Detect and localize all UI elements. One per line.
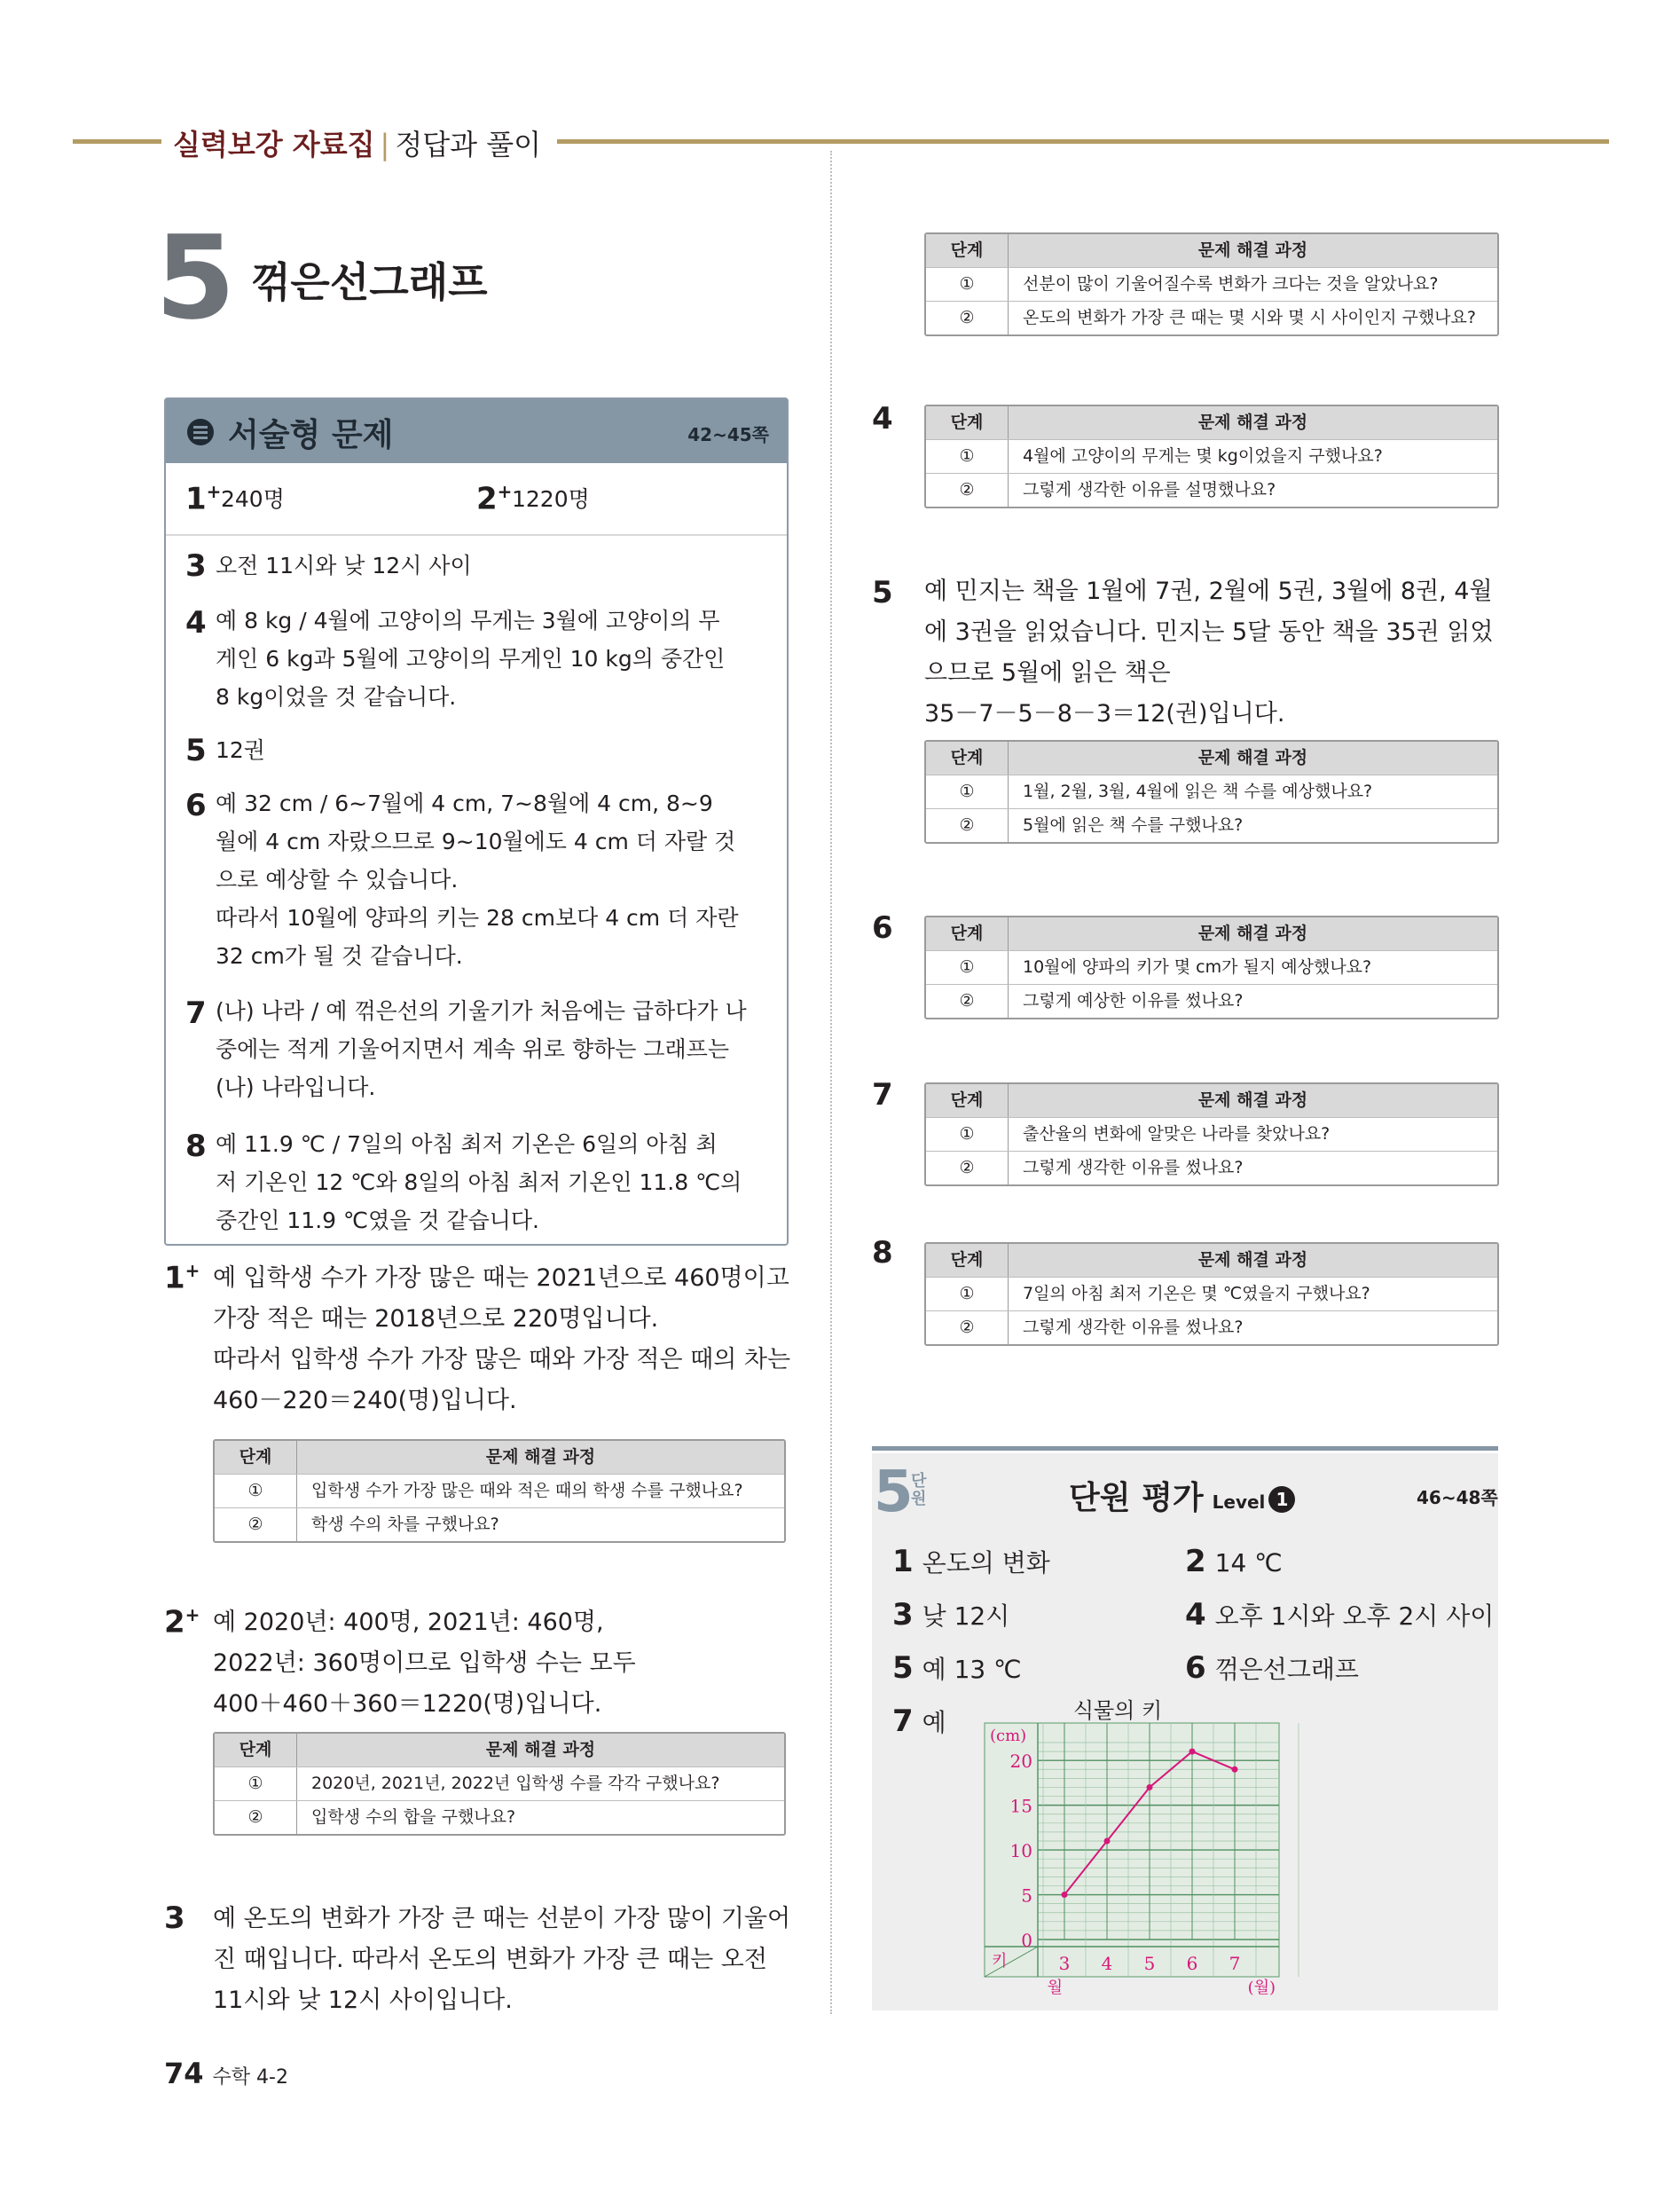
answer-8-line: 저 기온인 12 ℃와 8일의 아침 최저 기온인 11.8 ℃의 — [216, 1169, 742, 1195]
table-process: 7일의 아침 최저 기온은 몇 ℃였을지 구했나요? — [1023, 1284, 1370, 1303]
solution-1-line: 460－220＝240(명)입니다. — [213, 1387, 517, 1414]
answer-6-line: 32 cm가 될 것 같습니다. — [216, 943, 463, 969]
unit-eval-item: 4 오후 1시와 오후 2시 사이 — [1185, 1597, 1495, 1633]
table-header-step: 단계 — [926, 917, 1009, 950]
unit-eval-item: 2 14 ℃ — [1185, 1544, 1283, 1579]
table-step: ② — [926, 1311, 1009, 1344]
solution-6-number: 6 — [872, 910, 893, 946]
table-header-step: 단계 — [926, 1244, 1009, 1277]
answer-box-header — [166, 399, 787, 463]
table-process: 입학생 수의 합을 구했나요? — [311, 1807, 516, 1827]
table-process: 출산율의 변화에 알맞은 나라를 찾았나요? — [1023, 1124, 1331, 1144]
plant-height-line-chart — [949, 1691, 1304, 2010]
answer-6-line: 예 32 cm / 6~7월에 4 cm, 7~8월에 4 cm, 8~9 — [216, 791, 713, 816]
solution-5-table — [924, 740, 1499, 844]
answer-6-line: 월에 4 cm 자랐으므로 9~10월에도 4 cm 더 자랄 것 — [216, 829, 736, 854]
solution-2-line: 2022년: 360명이므로 입학생 수는 모두 — [213, 1649, 636, 1677]
table-step: ① — [926, 1278, 1009, 1310]
answer-row-1-2 — [166, 463, 787, 536]
answer-7-number: 7 — [185, 995, 207, 1031]
data-point — [1147, 1784, 1153, 1790]
table-step: ① — [926, 1118, 1009, 1151]
answer-6-line: 으로 예상할 수 있습니다. — [216, 867, 459, 893]
table-step: ① — [926, 268, 1009, 301]
table-process: 5월에 읽은 책 수를 구했나요? — [1023, 815, 1244, 835]
x-tick-label: 6 — [1186, 1953, 1198, 1974]
table-step: ① — [926, 440, 1009, 473]
unit-eval-pages: 46~48쪽 — [1417, 1487, 1498, 1508]
header-title: 실력보강 자료집 | 정답과 풀이 — [173, 128, 542, 161]
table-step: ② — [926, 302, 1009, 334]
table-header-process: 문제 해결 과정 — [1197, 1090, 1308, 1110]
answer-6-line: 따라서 10월에 양파의 키는 28 cm보다 4 cm 더 자란 — [216, 905, 739, 931]
x-tick-label: 4 — [1101, 1953, 1113, 1974]
x-tick-label: 5 — [1143, 1953, 1156, 1974]
answer-8-line: 중간인 11.9 ℃였을 것 같습니다. — [216, 1208, 539, 1233]
solution-5-number: 5 — [872, 575, 893, 610]
answer-3: 오전 11시와 낮 12시 사이 — [216, 553, 472, 578]
table-process: 그렇게 생각한 이유를 썼나요? — [1023, 1318, 1244, 1337]
table-header-process: 문제 해결 과정 — [1197, 240, 1308, 260]
solution-1-line: 따라서 입학생 수가 가장 많은 때와 가장 적은 때의 차는 — [213, 1346, 791, 1373]
table-step: ② — [926, 1152, 1009, 1184]
table-step: ② — [926, 809, 1009, 842]
table-step: ② — [215, 1801, 297, 1834]
table-process: 그렇게 예상한 이유를 썼나요? — [1023, 991, 1244, 1011]
y-tick-label: 5 — [1021, 1884, 1032, 1907]
table-header-process: 문제 해결 과정 — [485, 1447, 596, 1467]
solution-3-line: 예 온도의 변화가 가장 큰 때는 선분이 가장 많이 기울어 — [213, 1905, 791, 1932]
answer-5-number: 5 — [185, 733, 207, 768]
answer-1-number: 1+ — [185, 481, 222, 517]
table-header-process: 문제 해결 과정 — [1197, 924, 1308, 943]
data-point — [1232, 1766, 1238, 1773]
table-header-process: 문제 해결 과정 — [1197, 748, 1308, 767]
header-rule-left — [73, 139, 161, 144]
solution-7-table — [924, 1082, 1499, 1186]
solution-1-line: 가장 적은 때는 2018년으로 220명입니다. — [213, 1305, 659, 1333]
answer-summary-box — [164, 397, 789, 1246]
answer-box-title: 서술형 문제 — [228, 417, 394, 453]
book-title: 수학 4-2 — [212, 2066, 288, 2089]
unit-eval-number: 5 — [874, 1460, 914, 1525]
table-process: 그렇게 생각한 이유를 설명했나요? — [1023, 480, 1276, 500]
solution-2-line: 예 2020년: 400명, 2021년: 460명, — [213, 1609, 604, 1636]
solution-3-table — [924, 232, 1499, 336]
chart-title: 식물의 키 — [1072, 1698, 1163, 1723]
solution-7-number: 7 — [872, 1077, 893, 1113]
answer-7-line: (나) 나라 / 예 꺾은선의 기울기가 처음에는 급하다가 나 — [216, 998, 747, 1024]
table-step: ① — [215, 1475, 297, 1507]
level-badge: 1 — [1268, 1486, 1295, 1513]
table-step: ② — [215, 1508, 297, 1541]
answer-4-line: 8 kg이었을 것 같습니다. — [216, 684, 457, 710]
answer-6-number: 6 — [185, 788, 207, 823]
table-header-step: 단계 — [926, 742, 1009, 775]
solution-2-line: 400＋460＋360＝1220(명)입니다. — [213, 1690, 602, 1718]
unit-eval-item: 5 예 13 ℃ — [892, 1650, 1022, 1686]
solution-1-table — [213, 1439, 786, 1543]
y-tick-label: 0 — [1021, 1930, 1032, 1951]
solution-2-table — [213, 1732, 786, 1836]
unit-eval-item: 1 온도의 변화 — [892, 1544, 1050, 1579]
table-step: ① — [926, 775, 1009, 808]
answer-1: 240명 — [221, 486, 285, 512]
page-footer — [164, 2057, 288, 2090]
answer-box-pages: 42~45쪽 — [687, 424, 769, 445]
y-axis-label: (cm) — [990, 1727, 1027, 1745]
data-point — [1062, 1892, 1068, 1898]
chapter-title: 꺾은선그래프 — [251, 258, 488, 306]
table-header-step: 단계 — [926, 1084, 1009, 1117]
answer-7-line: (나) 나라입니다. — [216, 1074, 376, 1100]
x-tick-label: 7 — [1229, 1953, 1241, 1974]
answer-5: 12권 — [216, 737, 265, 763]
unit-eval-item: 6 꺾은선그래프 — [1185, 1650, 1359, 1686]
row-label: 키 — [992, 1952, 1008, 1971]
answer-8-line: 예 11.9 ℃ / 7일의 아침 최저 기온은 6일의 아침 최 — [216, 1131, 718, 1157]
table-process: 그렇게 생각한 이유를 썼나요? — [1023, 1158, 1244, 1177]
y-tick-label: 10 — [1009, 1840, 1032, 1862]
table-header-step: 단계 — [215, 1734, 297, 1766]
solution-5-line: 35－7－5－8－3＝12(권)입니다. — [924, 700, 1285, 728]
solution-6-table — [924, 916, 1499, 1019]
solution-8-table — [924, 1242, 1499, 1346]
table-step: ② — [926, 985, 1009, 1018]
column-divider — [830, 151, 832, 2014]
table-header-step: 단계 — [926, 234, 1009, 267]
solution-4-table — [924, 405, 1499, 508]
y-tick-label: 20 — [1009, 1751, 1032, 1773]
answer-2-number: 2+ — [476, 481, 513, 517]
col-label: 월 — [1047, 1979, 1063, 1997]
table-step: ② — [926, 474, 1009, 507]
chapter-number: 5 — [155, 210, 236, 345]
unit-eval-small-label: 단원 — [911, 1472, 927, 1508]
solution-4-number: 4 — [872, 401, 893, 437]
x-tick-label: 3 — [1058, 1953, 1071, 1974]
table-step: ① — [215, 1767, 297, 1800]
header-rule-right — [557, 139, 1609, 144]
answer-4-line: 예 8 kg / 4월에 고양이의 무게는 3월에 고양이의 무 — [216, 608, 720, 633]
answer-4-number: 4 — [185, 605, 207, 641]
x-axis-label: (월) — [1247, 1979, 1276, 1997]
solution-3-line: 11시와 낮 12시 사이입니다. — [213, 1987, 513, 2014]
data-point — [1189, 1749, 1196, 1755]
answer-7-line: 중에는 적게 기울어지면서 계속 위로 향하는 그래프는 — [216, 1036, 729, 1062]
list-icon — [187, 419, 214, 445]
solution-5-line: 으므로 5월에 읽은 책은 — [924, 659, 1171, 687]
table-header-process: 문제 해결 과정 — [1197, 1250, 1308, 1270]
unit-eval-top-rule — [872, 1446, 1498, 1451]
table-header-process: 문제 해결 과정 — [485, 1740, 596, 1759]
unit-eval-title: 단원 평가 Level 1 — [1069, 1473, 1295, 1518]
table-process: 선분이 많이 기울어질수록 변화가 크다는 것을 알았나요? — [1023, 274, 1439, 294]
answer-3-number: 3 — [185, 548, 207, 584]
solution-3-line: 진 때입니다. 따라서 온도의 변화가 가장 큰 때는 오전 — [213, 1946, 767, 1973]
unit-eval-item: 7 예 — [892, 1703, 946, 1739]
table-header-process: 문제 해결 과정 — [1197, 413, 1308, 432]
table-process: 10월에 양파의 키가 몇 cm가 될지 예상했나요? — [1023, 957, 1372, 977]
table-step: ① — [926, 951, 1009, 984]
table-process: 2020년, 2021년, 2022년 입학생 수를 각각 구했나요? — [311, 1774, 720, 1793]
solution-5-line: 에 3권을 읽었습니다. 민지는 5달 동안 책을 35권 읽었 — [924, 618, 1494, 646]
solution-2-number: 2+ — [164, 1604, 200, 1641]
answer-4-line: 게인 6 kg과 5월에 고양이의 무게인 10 kg의 중간인 — [216, 646, 726, 672]
solution-5-line: 예 민지는 책을 1월에 7권, 2월에 5권, 3월에 8권, 4월 — [924, 578, 1493, 605]
page-number: 74 — [164, 2057, 204, 2090]
table-process: 1월, 2월, 3월, 4월에 읽은 책 수를 예상했나요? — [1023, 782, 1373, 801]
solution-3-number: 3 — [164, 1900, 185, 1936]
solution-1-line: 예 입학생 수가 가장 많은 때는 2021년으로 460명이고 — [213, 1264, 789, 1292]
table-process: 4월에 고양이의 무게는 몇 kg이었을지 구했나요? — [1023, 446, 1383, 466]
solution-1-number: 1+ — [164, 1260, 200, 1296]
answer-2: 1220명 — [512, 486, 590, 512]
unit-eval-item: 3 낮 12시 — [892, 1597, 1010, 1633]
solution-8-number: 8 — [872, 1235, 893, 1271]
table-process: 학생 수의 차를 구했나요? — [311, 1515, 499, 1534]
y-tick-label: 15 — [1009, 1795, 1032, 1817]
table-process: 온도의 변화가 가장 큰 때는 몇 시와 몇 시 사이인지 구했나요? — [1023, 308, 1476, 327]
data-point — [1104, 1838, 1111, 1845]
table-header-step: 단계 — [926, 406, 1009, 439]
answer-8-number: 8 — [185, 1129, 207, 1164]
table-process: 입학생 수가 가장 많은 때와 적은 때의 학생 수를 구했나요? — [311, 1481, 743, 1500]
table-header-step: 단계 — [215, 1441, 297, 1474]
